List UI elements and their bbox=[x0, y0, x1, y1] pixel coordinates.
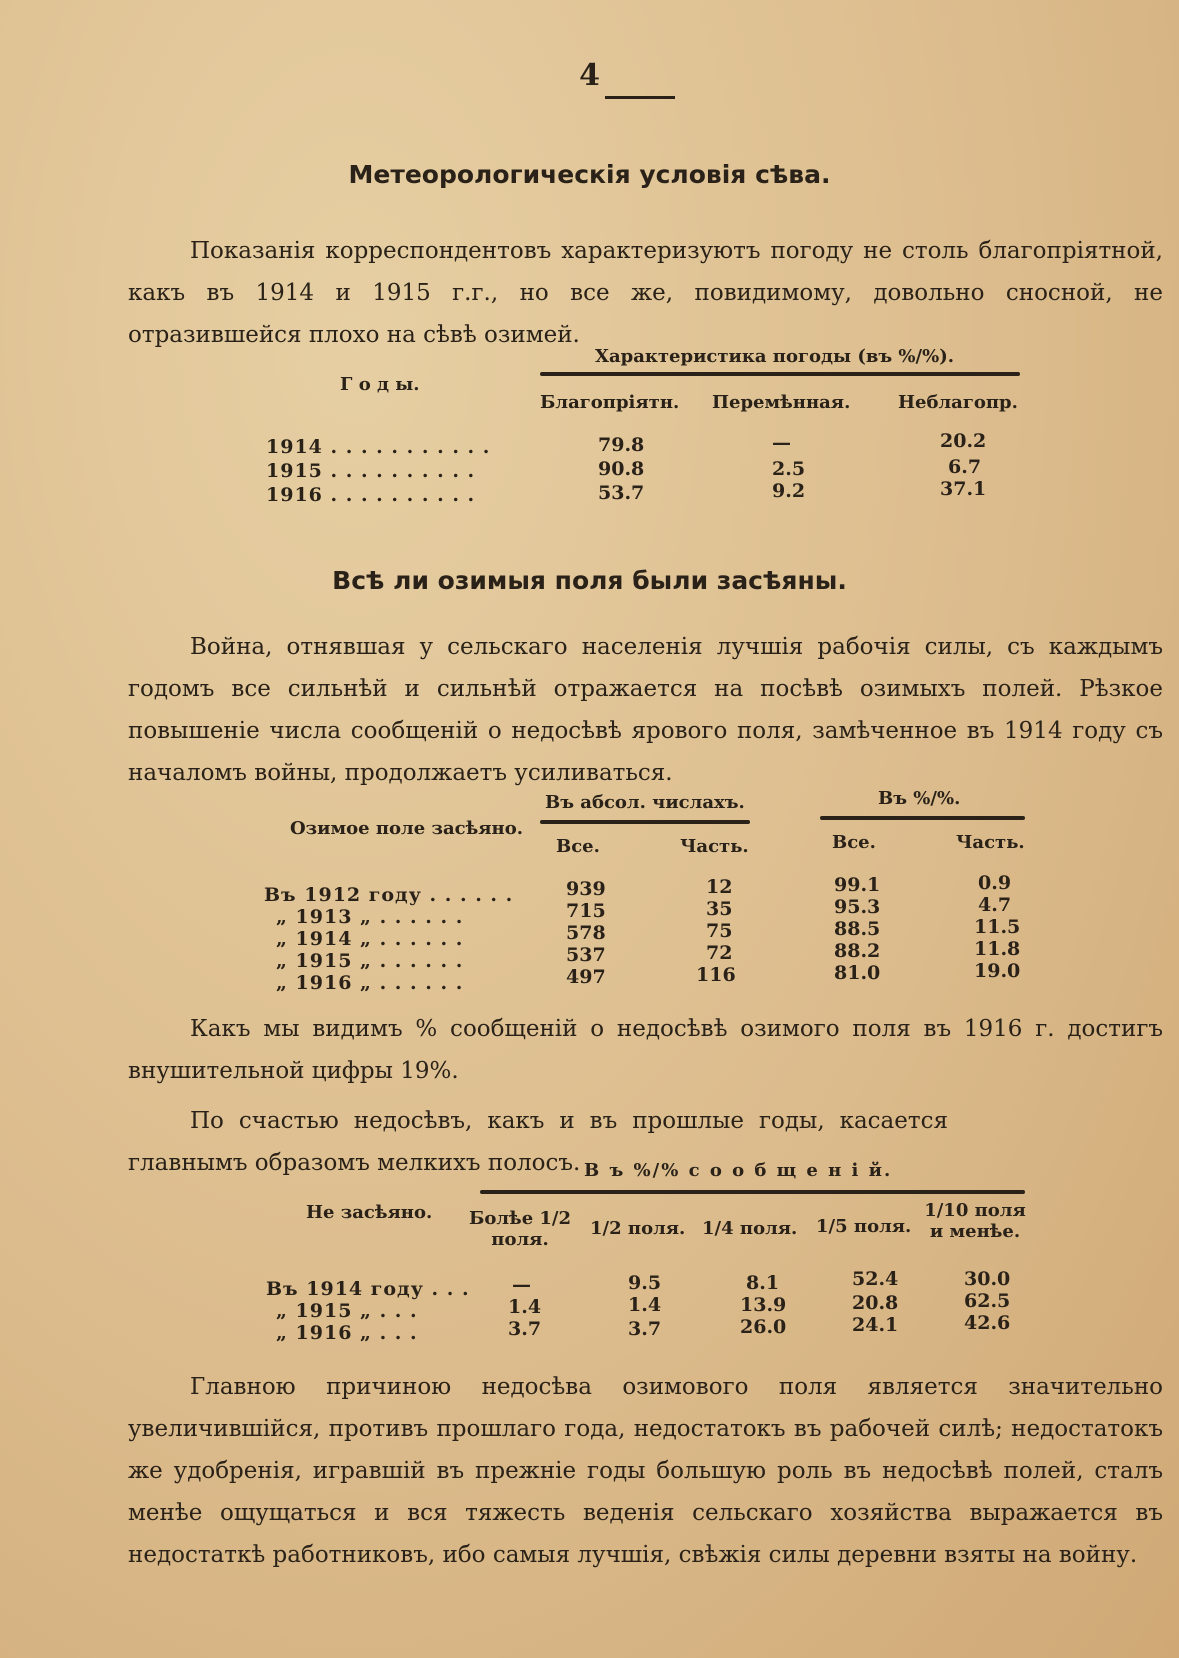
table3-col: 1/4 поля. bbox=[702, 1218, 798, 1239]
page-number: 4 bbox=[579, 58, 600, 93]
table1-cell: 6.7 bbox=[948, 456, 982, 478]
table1-cell: 79.8 bbox=[598, 434, 645, 456]
table2-cell: 497 bbox=[566, 966, 606, 988]
table3-cell: 13.9 bbox=[740, 1294, 787, 1316]
table3-col: Болѣе 1/2 поля. bbox=[468, 1208, 572, 1250]
table3-group-header: В ъ %/% с о о б щ е н і й. bbox=[584, 1160, 893, 1181]
table2-col: Все. bbox=[556, 836, 600, 857]
table2-cell: 537 bbox=[566, 944, 606, 966]
table3-row-label: Въ 1914 году . . . bbox=[266, 1278, 470, 1300]
table2-col: Все. bbox=[832, 832, 876, 853]
table2-cell: 95.3 bbox=[834, 896, 881, 918]
table2-cell: 578 bbox=[566, 922, 606, 944]
table1-row-label: 1915 . . . . . . . . . . bbox=[266, 460, 476, 482]
table3-cell: 1.4 bbox=[628, 1294, 662, 1316]
section2-paragraph2: Какъ мы видимъ % сообщеній о недосѣвѣ озимого поля въ 1916 г. достигъ внушительной цифры 19%. bbox=[128, 1016, 1163, 1084]
table2-cell: 99.1 bbox=[834, 874, 881, 896]
table2-cell: 11.8 bbox=[974, 938, 1021, 960]
table3-cell: 3.7 bbox=[508, 1318, 542, 1340]
table2-cell: 11.5 bbox=[974, 916, 1021, 938]
table1-col-1: Благопріятн. bbox=[540, 392, 680, 413]
table3-col: 1/5 поля. bbox=[816, 1216, 912, 1237]
table2-row-label: Въ 1912 году . . . . . . bbox=[264, 884, 514, 906]
table3-col: 1/10 поля и менѣе. bbox=[924, 1200, 1026, 1242]
section2-paragraph4: Главною причиною недосѣва озимового поля является значительно увеличившійся, противъ прошлаго года, недостатокъ въ рабочей силѣ; недостатокъ же удобренія, игравшій въ прежніе годы большую роль въ недосѣвѣ полей, сталъ менѣе ощущаться и вся тяжесть веденія сельскаго хозяйства выражается въ недостаткѣ работниковъ, ибо самыя лучшія, свѣжія силы деревни взяты на войну. bbox=[128, 1374, 1163, 1568]
table2-cell: 4.7 bbox=[978, 894, 1012, 916]
table1-row-label: 1916 . . . . . . . . . . bbox=[266, 484, 476, 506]
table2-row-label: „ 1915 „ . . . . . . bbox=[276, 950, 464, 972]
table3-cell: 20.8 bbox=[852, 1292, 899, 1314]
table1-cell: 37.1 bbox=[940, 478, 987, 500]
table2-cell: 72 bbox=[706, 942, 733, 964]
table1-cell: 90.8 bbox=[598, 458, 645, 480]
table3-cell: 8.1 bbox=[746, 1272, 780, 1294]
table1-cell: 20.2 bbox=[940, 430, 987, 452]
table1-col-3: Неблагопр. bbox=[898, 392, 1018, 413]
table2-cell: 88.2 bbox=[834, 940, 881, 962]
table2-cell: 35 bbox=[706, 898, 733, 920]
table3-cell: 26.0 bbox=[740, 1316, 787, 1338]
table3-cell: — bbox=[512, 1274, 531, 1296]
table3-row-label: „ 1915 „ . . . bbox=[276, 1300, 418, 1322]
table2-row-label: „ 1916 „ . . . . . . bbox=[276, 972, 464, 994]
table3-cell: 1.4 bbox=[508, 1296, 542, 1318]
table1-col-2: Перемѣнная. bbox=[712, 392, 851, 413]
table2-row-header: Озимое поле засѣяно. bbox=[290, 818, 523, 839]
table1-group-header: Характеристика погоды (въ %/%). bbox=[595, 346, 954, 367]
table2-row-label: „ 1914 „ . . . . . . bbox=[276, 928, 464, 950]
section2-heading: Всѣ ли озимыя поля были засѣяны. bbox=[332, 566, 847, 595]
table2-cell: 12 bbox=[706, 876, 733, 898]
table3-col: 1/2 поля. bbox=[590, 1218, 686, 1239]
table2-cell: 19.0 bbox=[974, 960, 1021, 982]
table1-row-label: 1914 . . . . . . . . . . . bbox=[266, 436, 491, 458]
table2-cell: 939 bbox=[566, 878, 606, 900]
table1-cell: — bbox=[772, 432, 791, 454]
table2-col: Часть. bbox=[680, 836, 749, 857]
table3-cell: 9.5 bbox=[628, 1272, 662, 1294]
table3-cell: 42.6 bbox=[964, 1312, 1011, 1334]
table2-col: Часть. bbox=[956, 832, 1025, 853]
section1-heading: Метеорологическія условія сѣва. bbox=[348, 160, 831, 189]
table2-group-pct: Въ %/%. bbox=[878, 788, 961, 809]
table2-rule-abs bbox=[540, 820, 750, 824]
table2-cell: 715 bbox=[566, 900, 606, 922]
table3-cell: 30.0 bbox=[964, 1268, 1011, 1290]
table1-cell: 2.5 bbox=[772, 458, 806, 480]
table2-cell: 75 bbox=[706, 920, 733, 942]
table3-rule bbox=[480, 1190, 1025, 1194]
table2-row-label: „ 1913 „ . . . . . . bbox=[276, 906, 464, 928]
page-number-underline bbox=[605, 96, 675, 99]
table2-cell: 0.9 bbox=[978, 872, 1012, 894]
table1-cell: 9.2 bbox=[772, 480, 806, 502]
section1-paragraph: Показанія корреспондентовъ характеризуютъ погоду не столь благопріятной, какъ въ 1914 и 1915 г.г., но все же, повидимому, довольно сносной, не отразившейся плохо на сѣвѣ озимей. bbox=[128, 238, 1163, 348]
section2-paragraph3: По счастью недосѣвъ, какъ и въ прошлые годы, касается главнымъ образомъ мелкихъ полосъ. bbox=[128, 1108, 948, 1176]
table3-row-header: Не засѣяно. bbox=[306, 1202, 433, 1223]
table1-rule bbox=[540, 372, 1020, 376]
table3-cell: 3.7 bbox=[628, 1318, 662, 1340]
table3-row-label: „ 1916 „ . . . bbox=[276, 1322, 418, 1344]
table2-cell: 88.5 bbox=[834, 918, 881, 940]
table1-cell: 53.7 bbox=[598, 482, 645, 504]
table3-cell: 62.5 bbox=[964, 1290, 1011, 1312]
table2-cell: 81.0 bbox=[834, 962, 881, 984]
table3-cell: 52.4 bbox=[852, 1268, 899, 1290]
table1-row-header: Г о д ы. bbox=[340, 374, 420, 395]
table3-cell: 24.1 bbox=[852, 1314, 899, 1336]
table2-cell: 116 bbox=[696, 964, 736, 986]
section2-paragraph: Война, отнявшая у сельскаго населенія лучшія рабочія силы, съ каждымъ годомъ все сильнѣй и сильнѣй отражается на посѣвѣ озимыхъ полей. Рѣзкое повышеніе числа сообщеній о недосѣвѣ ярового поля, замѣченное въ 1914 году съ началомъ войны, продолжаетъ усиливаться. bbox=[128, 634, 1163, 786]
table2-rule-pct bbox=[820, 816, 1025, 820]
table2-group-abs: Въ абсол. числахъ. bbox=[545, 792, 745, 813]
